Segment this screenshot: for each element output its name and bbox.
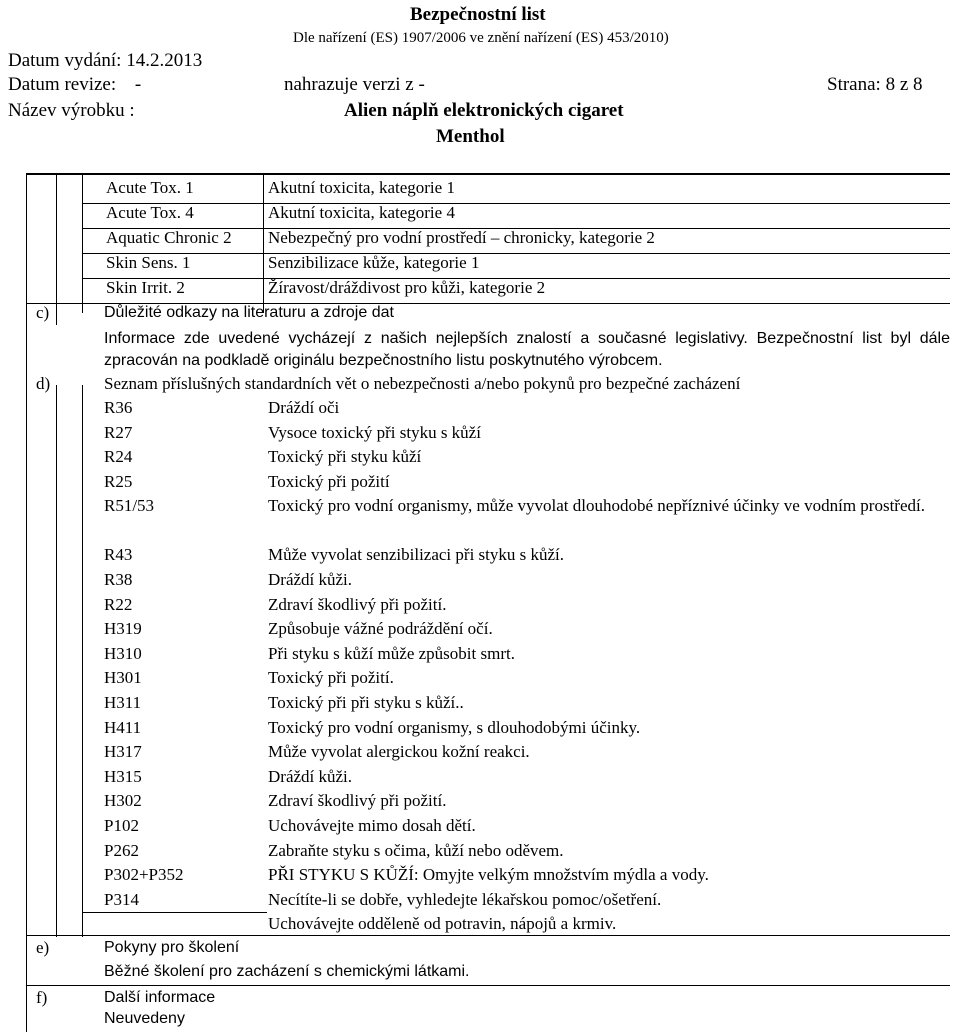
row-divider bbox=[82, 203, 950, 204]
phrase-code: P262 bbox=[104, 840, 139, 860]
section-c-heading: Důležité odkazy na literaturu a zdroje dat bbox=[104, 304, 394, 321]
phrase-code: H311 bbox=[104, 693, 142, 712]
product-flavor: Menthol bbox=[436, 126, 505, 147]
document-title: Bezpečnostní list bbox=[410, 4, 546, 25]
hazard-class-description: Senzibilizace kůže, kategorie 1 bbox=[268, 253, 480, 272]
hazard-class-code: Skin Irrit. 2 bbox=[106, 278, 185, 297]
hazard-class-code: Acute Tox. 1 bbox=[106, 178, 194, 197]
page-number: Strana: 8 z 8 bbox=[827, 74, 923, 95]
phrase-description: Uchovávejte mimo dosah dětí. bbox=[268, 816, 476, 835]
phrase-description: Toxický pro vodní organismy, s dlouhodobými účinky. bbox=[268, 717, 641, 737]
section-e-letter: e) bbox=[36, 938, 50, 957]
hazard-code-column-border bbox=[263, 175, 264, 313]
phrase-description: Toxický pro vodní organismy, může vyvolat dlouhodobé nepříznivé účinky ve vodním prostředí. bbox=[268, 496, 925, 516]
section-d-letter: d) bbox=[36, 374, 51, 393]
phrase-code: R38 bbox=[104, 570, 133, 589]
phrase-description: PŘI STYKU S KŮŽÍ: Omyjte velkým množstvím mýdla a vody. bbox=[268, 865, 709, 885]
phrase-code: R51/53 bbox=[104, 496, 155, 516]
phrase-code: P302+P352 bbox=[104, 865, 184, 885]
phrase-description: Může vyvolat senzibilizaci při styku s kůží. bbox=[268, 545, 565, 565]
phrase-code: H310 bbox=[104, 643, 142, 663]
revision-label: Datum revize: bbox=[8, 74, 117, 95]
phrase-description: Necítíte-li se dobře, vyhledejte lékařskou pomoc/ošetření. bbox=[268, 889, 662, 909]
phrase-description: Způsobuje vážné podráždění očí. bbox=[268, 619, 493, 639]
hazard-class-description: Nebezpečný pro vodní prostředí – chronicky, kategorie 2 bbox=[268, 228, 655, 247]
section-f-text: Neuvedeny bbox=[104, 1010, 185, 1027]
phrase-description: Dráždí kůži. bbox=[268, 766, 353, 786]
hazard-class-code: Aquatic Chronic 2 bbox=[106, 228, 232, 247]
section-e-heading: Pokyny pro školení bbox=[104, 939, 240, 956]
phrase-letter-border bbox=[56, 385, 57, 937]
revision-value: - bbox=[134, 74, 142, 95]
phrase-code: P102 bbox=[104, 816, 139, 835]
section-d-heading: Seznam příslušných standardních vět o nebezpečnosti a/nebo pokynů pro bezpečné zacházení bbox=[104, 374, 741, 393]
phrase-code: R27 bbox=[104, 422, 133, 442]
phrase-description: Toxický při styku kůží bbox=[268, 447, 422, 467]
product-name: Alien náplň elektronických cigaret bbox=[344, 100, 624, 121]
phrase-description: Toxický při při styku s kůží.. bbox=[268, 693, 464, 712]
section-c-text: Informace zde uvedené vycházejí z našich nejlepších znalostí a současné legislativy. Bezpečnostní list byl dále zpracován na podkladě originálu bezpečnostního listu poskytnutého výrobcem. bbox=[104, 330, 950, 369]
issue-date-label: Datum vydání: bbox=[8, 50, 122, 71]
hazard-class-description: Žíravost/dráždivost pro kůži, kategorie 2 bbox=[268, 278, 546, 297]
phrase-description: Vysoce toxický při styku s kůží bbox=[268, 422, 481, 442]
hazard-class-description: Akutní toxicita, kategorie 1 bbox=[268, 178, 455, 197]
hazard-class-description: Akutní toxicita, kategorie 4 bbox=[268, 203, 455, 222]
phrase-description: Zdraví škodlivý při požití. bbox=[268, 791, 447, 811]
phrase-code: R24 bbox=[104, 447, 133, 467]
issue-date-value: 14.2.2013 bbox=[126, 50, 203, 71]
phrase-code: H319 bbox=[104, 619, 142, 639]
row-divider bbox=[82, 253, 950, 254]
phrase-indent-border bbox=[82, 385, 83, 937]
document-header bbox=[0, 0, 960, 160]
phrase-description: Zabraňte styku s očima, kůží nebo oděvem. bbox=[268, 840, 564, 860]
phrase-description: Toxický při požití. bbox=[268, 668, 394, 688]
phrase-description: Dráždí oči bbox=[268, 398, 340, 417]
phrase-description: Zdraví škodlivý při požití. bbox=[268, 594, 447, 614]
phrase-code: R25 bbox=[104, 471, 133, 491]
phrase-description: Při styku s kůží může způsobit smrt. bbox=[268, 643, 515, 663]
regulation-reference: Dle nařízení (ES) 1907/2006 ve znění nařízení (ES) 453/2010) bbox=[293, 30, 669, 46]
phrase-description: Dráždí kůži. bbox=[268, 570, 353, 589]
phrase-description: Uchovávejte odděleně od potravin, nápojů a krmiv. bbox=[268, 914, 617, 934]
section-divider bbox=[26, 985, 950, 986]
phrase-code: R22 bbox=[104, 594, 133, 614]
section-f-heading: Další informace bbox=[104, 989, 216, 1006]
phrase-code: H411 bbox=[104, 717, 142, 737]
issue-date bbox=[8, 50, 202, 72]
phrase-description: Může vyvolat alergickou kožní reakci. bbox=[268, 742, 530, 762]
section-c-letter: c) bbox=[36, 303, 50, 322]
product-label: Název výrobku : bbox=[8, 100, 135, 121]
hazard-class-code: Acute Tox. 4 bbox=[106, 203, 194, 222]
section-e-text: Běžné školení pro zacházení s chemickými látkami. bbox=[104, 963, 470, 980]
phrase-code: P314 bbox=[104, 889, 139, 909]
phrase-code: H317 bbox=[104, 742, 142, 762]
revision-date bbox=[8, 74, 141, 96]
replaces-version: nahrazuje verzi z - bbox=[284, 74, 425, 95]
indent-border bbox=[82, 175, 83, 313]
row-divider bbox=[82, 912, 267, 913]
phrase-code: H301 bbox=[104, 668, 142, 688]
phrase-code: H302 bbox=[104, 791, 142, 811]
phrase-code: R36 bbox=[104, 398, 133, 417]
phrase-code: H315 bbox=[104, 766, 142, 786]
section-f-letter: f) bbox=[36, 988, 48, 1007]
hazard-class-code: Skin Sens. 1 bbox=[106, 253, 191, 272]
phrase-description: Toxický při požití bbox=[268, 471, 390, 491]
phrase-code: R43 bbox=[104, 545, 133, 565]
